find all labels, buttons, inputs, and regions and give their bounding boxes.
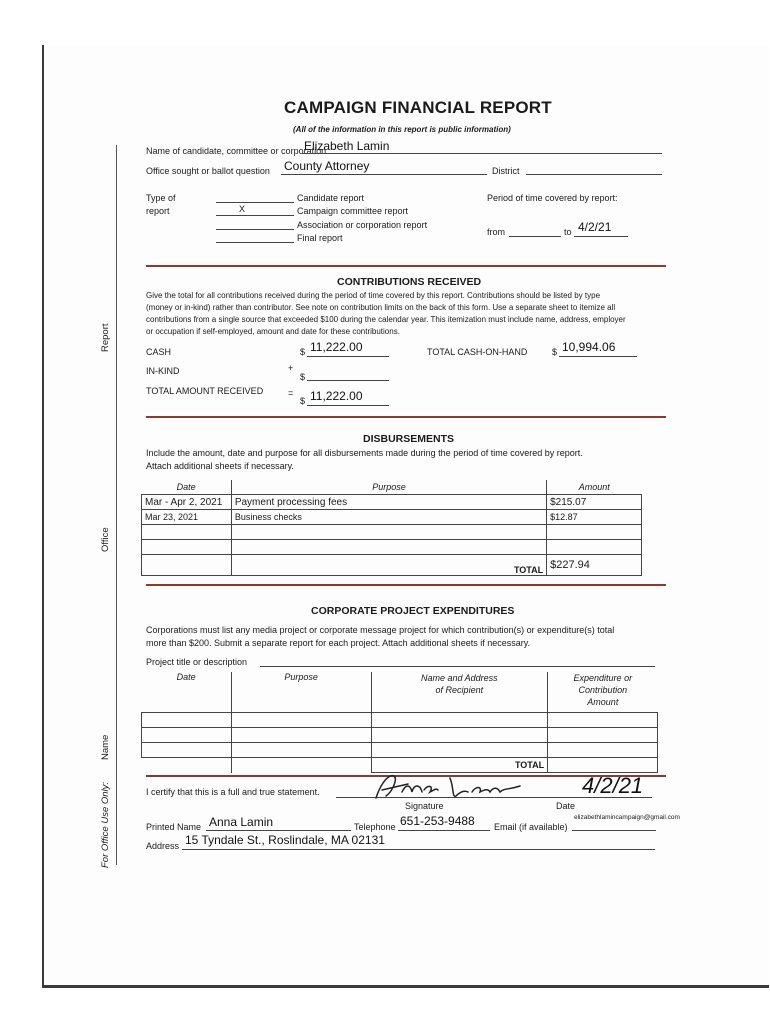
corporate-instructions-1: Corporations must list any media project or corporate message project for which contribution(s) or expenditure(s) total <box>146 625 615 635</box>
corporate-instructions-2: more than $200. Submit a separate report for each project. Attach additional sheets if necessary. <box>146 638 531 648</box>
disb-row-amount[interactable]: $12.87 <box>547 510 642 525</box>
corp-col-purpose: Purpose <box>231 672 371 713</box>
disbursements-instructions-2: Attach additional sheets if necessary. <box>146 461 294 471</box>
disb-total-value[interactable]: $227.94 <box>547 555 642 576</box>
disbursements-heading: DISBURSEMENTS <box>363 433 455 445</box>
disbursements-table <box>141 480 642 576</box>
date-label: Date <box>556 801 576 811</box>
cash-value[interactable]: 11,222.00 <box>310 340 363 354</box>
type-mark[interactable]: X <box>239 204 246 214</box>
table-row <box>142 540 642 555</box>
email-label: Email (if available) <box>494 822 568 832</box>
cash-label: CASH <box>146 347 172 357</box>
type-option-association[interactable]: Association or corporation report <box>297 220 428 230</box>
corp-total-value[interactable] <box>548 758 658 773</box>
office-value[interactable]: County Attorney <box>284 159 370 173</box>
type-option-committee[interactable]: Campaign committee report <box>297 206 409 216</box>
disb-col-purpose: Purpose <box>231 480 546 495</box>
address-value[interactable]: 15 Tyndale St., Roslindale, MA 02131 <box>185 833 385 847</box>
office-label: Office sought or ballot question <box>146 166 270 176</box>
to-label: to <box>564 227 572 237</box>
type-label-2: report <box>146 206 170 216</box>
contributions-heading: CONTRIBUTIONS RECEIVED <box>337 276 482 288</box>
total-cash-label: TOTAL CASH-ON-HAND <box>427 347 528 357</box>
table-row <box>142 495 642 510</box>
corp-col-amount-2: Contribution <box>578 685 628 695</box>
disb-row-purpose[interactable]: Payment processing fees <box>231 495 546 510</box>
inkind-plus: + <box>288 363 294 373</box>
email-value[interactable]: elizabethlamincampaign@gmail.com <box>574 814 680 821</box>
type-option-final[interactable]: Final report <box>297 233 343 243</box>
disb-row-date[interactable] <box>142 525 232 540</box>
address-label: Address <box>146 841 180 851</box>
corporate-table <box>141 672 658 773</box>
project-title-label: Project title or description <box>146 657 248 667</box>
from-label: from <box>487 227 505 237</box>
disb-row-purpose[interactable] <box>231 525 546 540</box>
corporate-heading: CORPORATE PROJECT EXPENDITURES <box>311 605 515 617</box>
disb-total-label: TOTAL <box>231 555 546 576</box>
table-row <box>142 728 658 743</box>
contributions-instructions-4: or occupation if self-employed, amount and date for these contributions. <box>146 327 400 336</box>
total-cash-dollar: $ <box>552 347 558 357</box>
disbursements-instructions-1: Include the amount, date and purpose for all disbursements made during the period of time covered by report. <box>146 448 583 458</box>
total-cash-value[interactable]: 10,994.06 <box>562 340 616 354</box>
name-label: Name of candidate, committee or corporation <box>146 146 327 156</box>
signature-date[interactable]: 4/2/21 <box>582 773 644 798</box>
to-value[interactable]: 4/2/21 <box>578 220 612 234</box>
corp-col-recipient-2: of Recipient <box>435 685 484 695</box>
total-received-dollar: $ <box>300 396 306 406</box>
total-received-value[interactable]: 11,222.00 <box>310 389 363 403</box>
disb-row-purpose[interactable] <box>231 540 546 555</box>
page-subtitle: (All of the information in this report is public information) <box>293 125 511 134</box>
printed-name-value[interactable]: Anna Lamin <box>209 815 274 829</box>
inkind-label: IN-KIND <box>146 366 180 376</box>
printed-name-label: Printed Name <box>146 822 202 832</box>
disb-row-amount[interactable] <box>547 525 642 540</box>
disb-row-purpose[interactable]: Business checks <box>231 510 546 525</box>
office-use-report-label: Report <box>100 323 111 352</box>
office-use-name-label: Name <box>100 734 111 760</box>
corp-col-date: Date <box>142 672 232 713</box>
cash-dollar: $ <box>300 347 306 357</box>
signature-label: Signature <box>405 801 444 811</box>
office-use-office-label: Office <box>100 527 111 552</box>
type-option-candidate[interactable]: Candidate report <box>297 193 365 203</box>
contributions-instructions-3: contributions from a single source that exceeded $100 during the calendar year. This itemization must include name, address, employer <box>146 315 626 324</box>
disb-row-date[interactable]: Mar 23, 2021 <box>142 510 232 525</box>
office-use-title: For Office Use Only: <box>100 781 111 868</box>
disb-row-date[interactable] <box>142 540 232 555</box>
telephone-value[interactable]: 651-253-9488 <box>400 814 475 828</box>
total-received-label: TOTAL AMOUNT RECEIVED <box>146 386 264 396</box>
table-row <box>142 743 658 758</box>
disb-row-amount[interactable]: $215.07 <box>547 495 642 510</box>
disb-col-amount: Amount <box>547 480 642 495</box>
office-use-line <box>116 145 117 865</box>
corp-col-amount <box>548 672 658 713</box>
page-title: CAMPAIGN FINANCIAL REPORT <box>284 98 552 117</box>
certify-statement: I certify that this is a full and true statement. <box>146 787 320 797</box>
contributions-instructions-1: Give the total for all contributions received during the period of time covered by this report. Contributions should be listed by type <box>146 291 601 300</box>
corp-col-recipient <box>371 672 548 713</box>
period-label: Period of time covered by report: <box>487 193 618 203</box>
corp-total-label: TOTAL <box>371 758 548 773</box>
corp-col-recipient-1: Name and Address <box>420 673 498 683</box>
contributions-instructions-2: (money or in-kind) rather than contributor. See note on contribution limits on the back of this form. Use a separate sheet to itemize all <box>146 303 616 312</box>
telephone-label: Telephone <box>354 822 396 832</box>
table-row <box>142 510 642 525</box>
corp-col-amount-3: Amount <box>587 697 619 707</box>
total-received-equals: = <box>288 388 294 398</box>
inkind-dollar: $ <box>300 372 306 382</box>
type-label-1: Type of <box>146 193 176 203</box>
district-label: District <box>492 166 520 176</box>
signature[interactable] <box>368 770 538 804</box>
disb-row-date[interactable]: Mar - Apr 2, 2021 <box>142 495 232 510</box>
name-value[interactable]: Elizabeth Lamin <box>304 139 390 153</box>
table-row <box>142 713 658 728</box>
disb-row-amount[interactable] <box>547 540 642 555</box>
corp-col-amount-1: Expenditure or <box>573 673 633 683</box>
table-row <box>142 525 642 540</box>
disb-col-date: Date <box>142 480 232 495</box>
